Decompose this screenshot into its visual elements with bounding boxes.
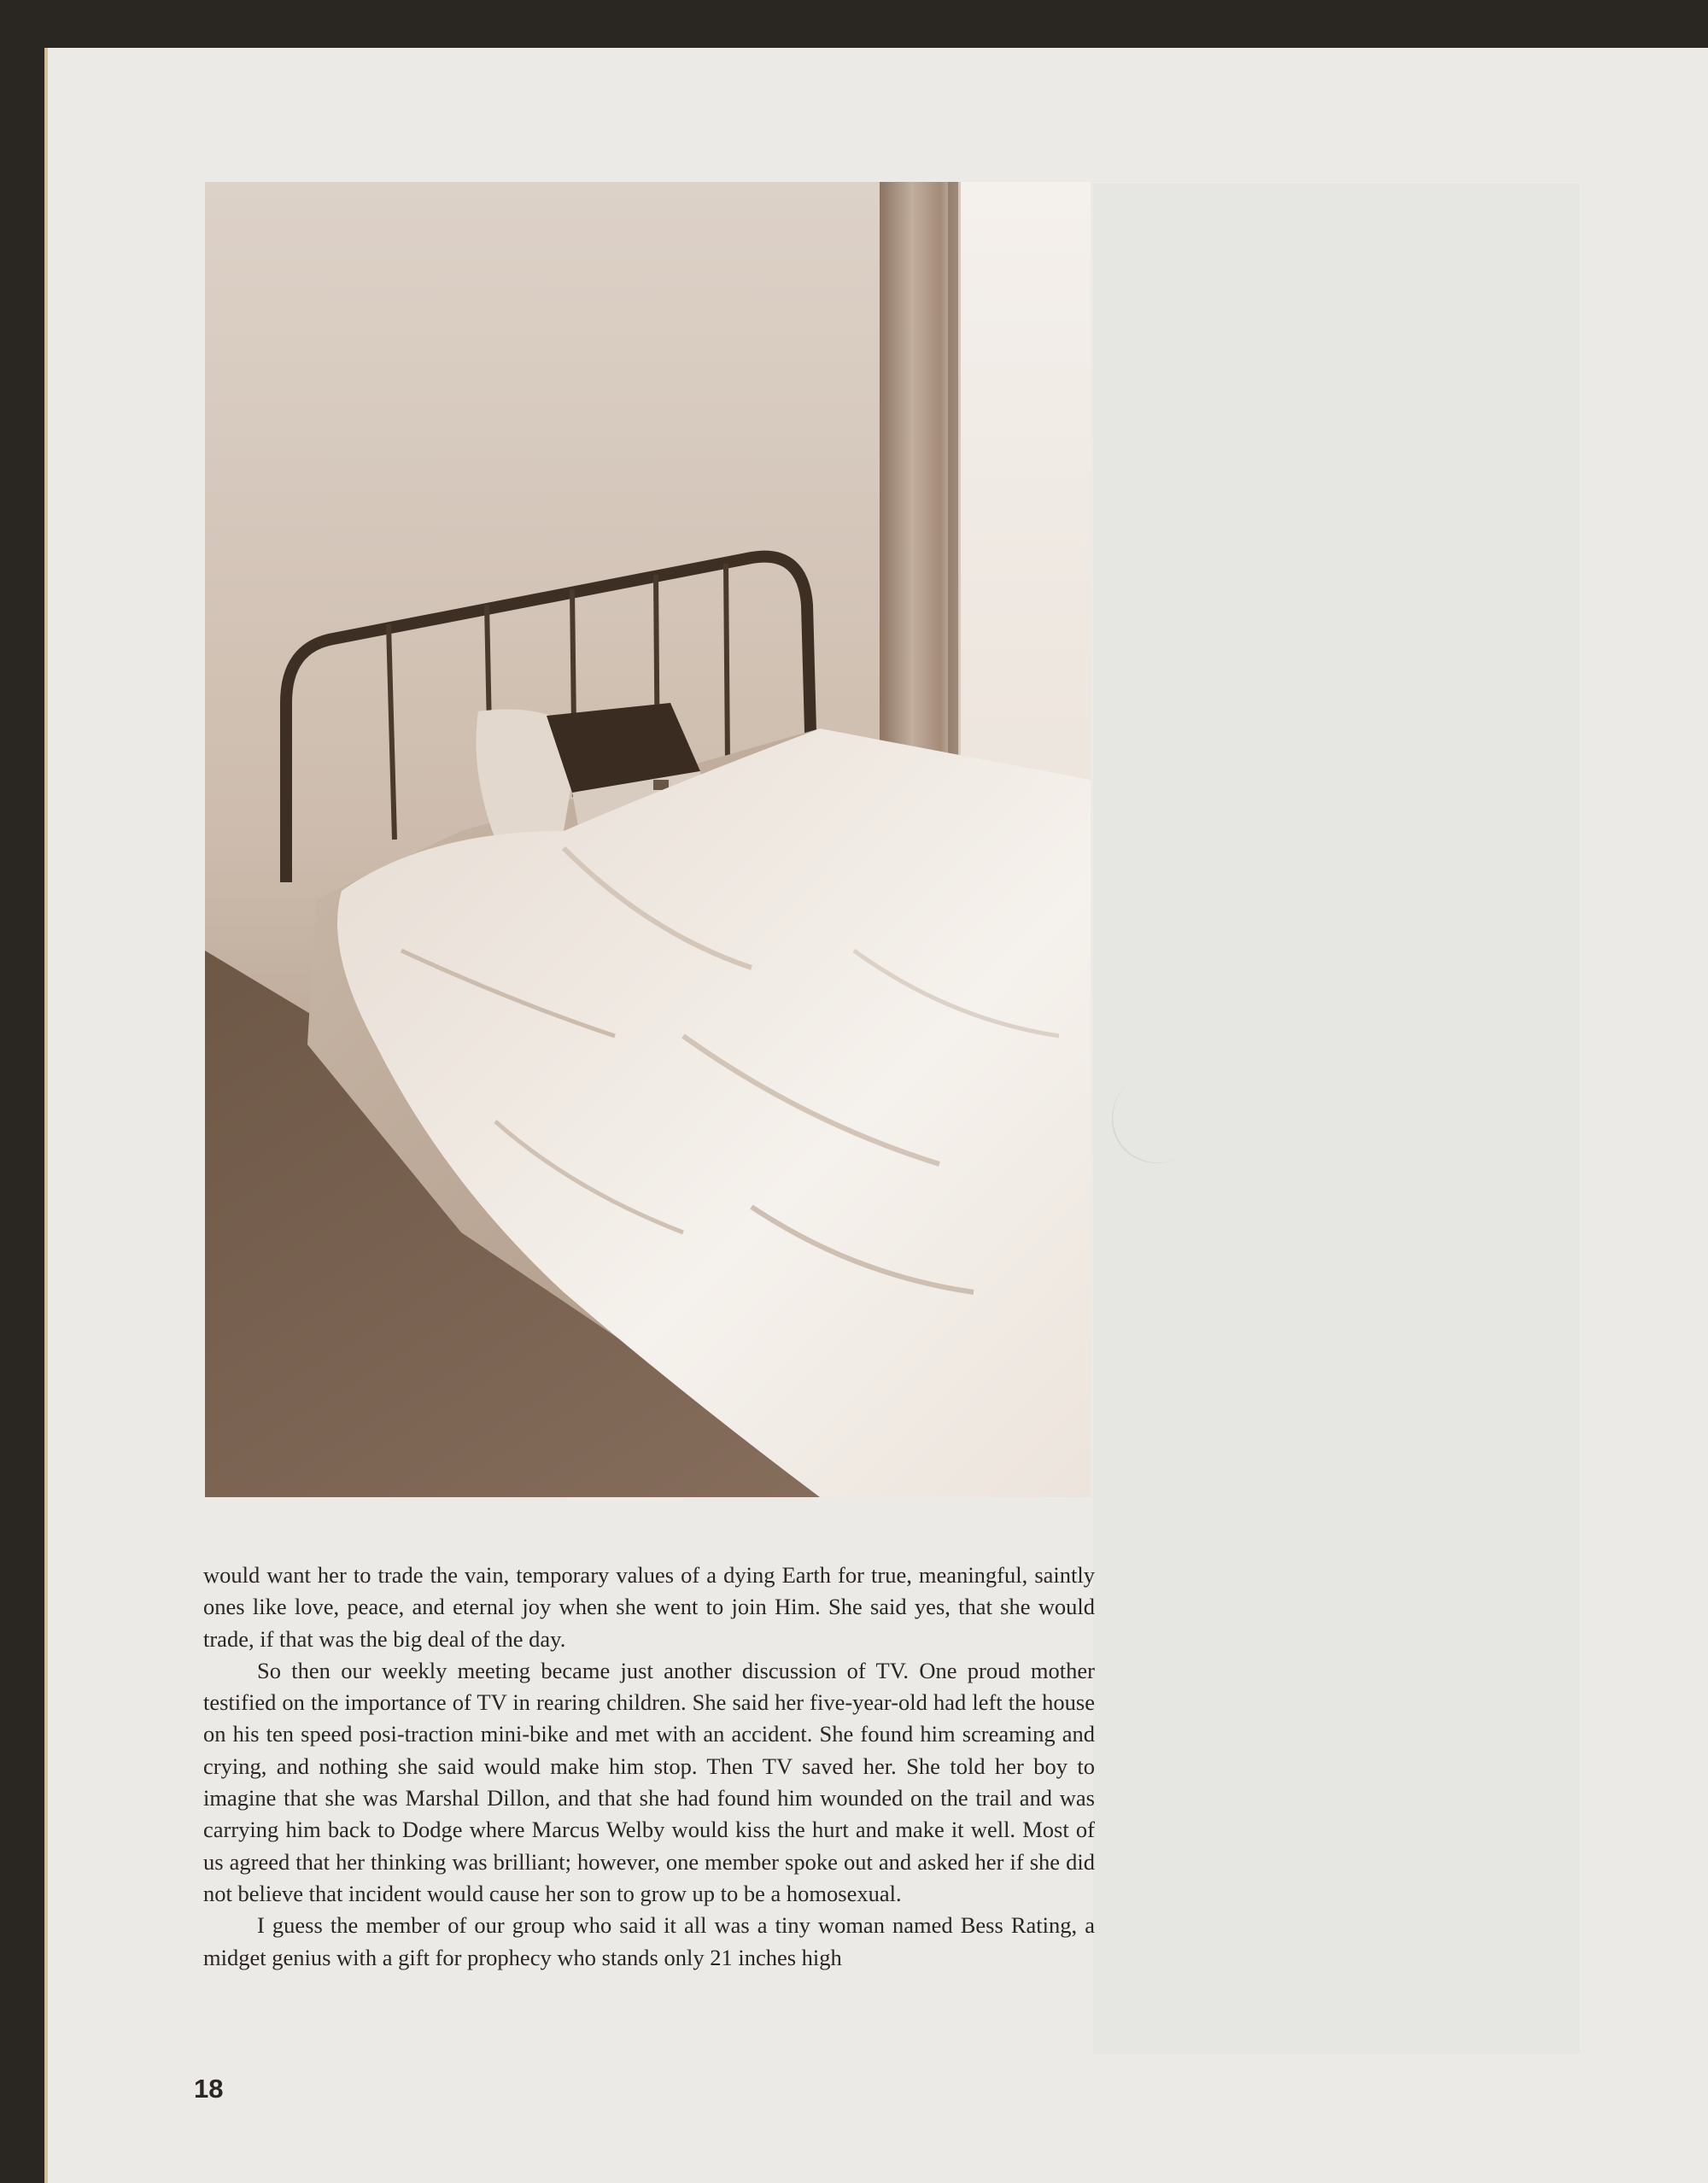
bed-with-tv-photo <box>205 182 1091 1497</box>
article-body <box>203 1560 1095 1974</box>
paragraph-3: I guess the member of our group who said it all was a tiny woman named Bess Rating, a midget genius with a gift for prophecy who stands only 21 inches high <box>203 1912 1095 1970</box>
page-number: 18 <box>194 2074 224 2104</box>
paragraph-2: So then our weekly meeting became just another discussion of TV. One proud mother testified on the importance of TV in rearing children. She said her five-year-old had left the house on his ten speed posi-traction mini-bike and met with an accident. She found him screaming and crying, and nothing she said would make him stop. Then TV saved her. She told her boy to imagine that she was Marshal Dillon, and that she had found him wounded on the trail and was carrying him back to Dodge where Marcus Welby would kiss the hurt and make it well. Most of us agreed that her thinking was brilliant; however, one member spoke out and asked her if she did not believe that incident would cause her son to grow up to be a homosexual. <box>203 1657 1095 1906</box>
paragraph-1: would want her to trade the vain, temporary values of a dying Earth for true, meaningful, saintly ones like love, peace, and eternal joy when she went to join Him. She said yes, that she would trade, if that was the big deal of the day. <box>203 1562 1095 1652</box>
